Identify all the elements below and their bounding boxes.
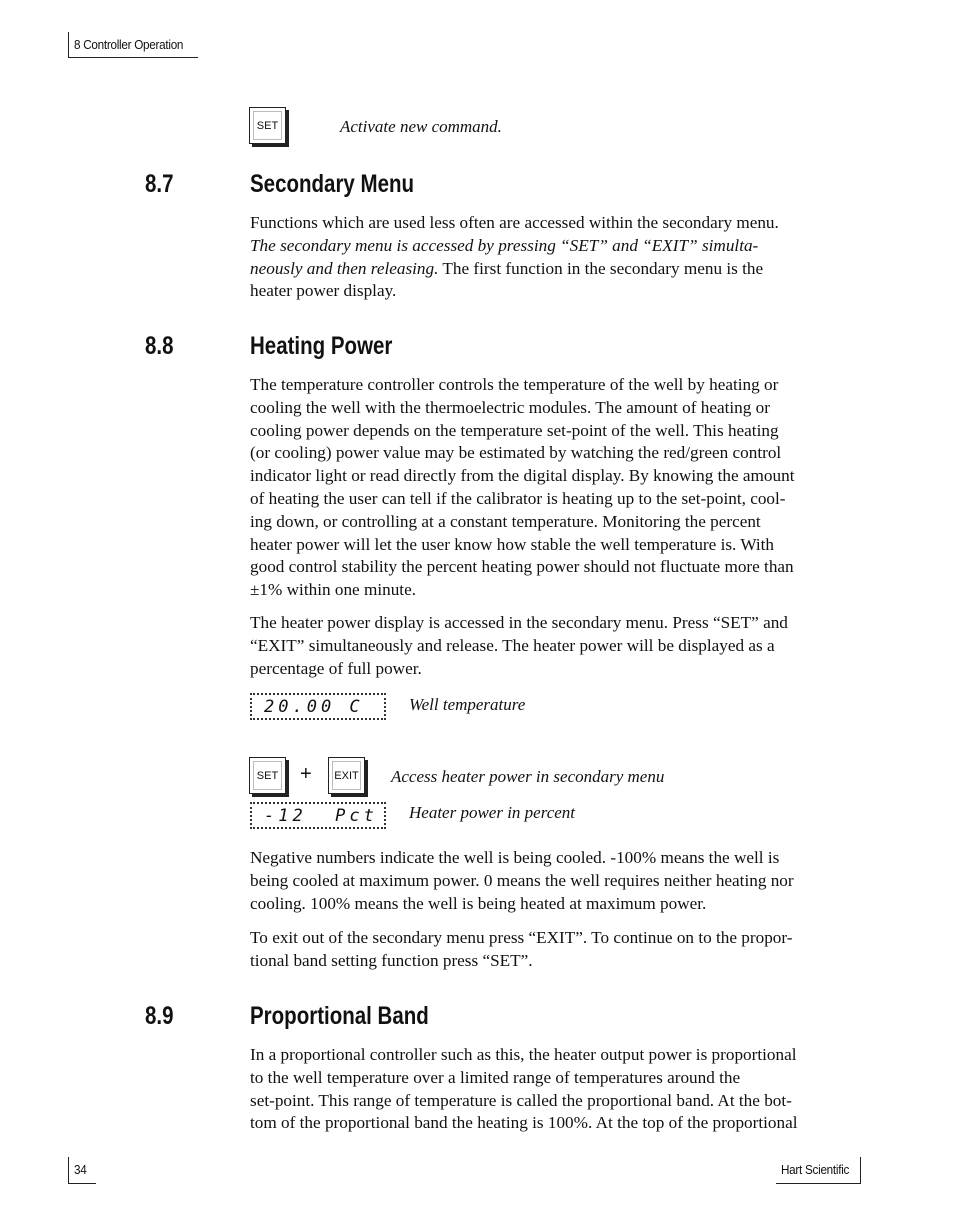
heater-power-caption: Heater power in percent: [409, 803, 576, 822]
text-line: Functions which are used less often are accessed within the secondary menu.: [250, 213, 779, 232]
footer-rule-right-bottom: [776, 1183, 861, 1184]
heating-power-paragraph-4: To exit out of the secondary menu press “EXIT”. To continue on to the propor- tional band setting function press “SET”.: [250, 928, 793, 970]
secondary-menu-paragraph: [250, 212, 866, 303]
set-key-icon: SET: [249, 107, 286, 144]
lcd-display-heater-power: -12 Pct: [250, 802, 386, 829]
section-title-proportional-band: Proportional Band: [250, 1002, 429, 1030]
header-rule: [68, 57, 198, 58]
footer-rule-left-bottom: [68, 1183, 96, 1184]
section-title-secondary-menu: Secondary Menu: [250, 170, 415, 198]
section-number-8-9: 8.9: [145, 1002, 174, 1030]
footer-rule-right: [860, 1157, 861, 1184]
heating-power-paragraph-1: The temperature controller controls the temperature of the well by heating or cooling the well with the thermoelectric modules. The amount of heating or cooling power depends on the temperature set-point of the well. This heating (or cooling) power value may be estimated by watching the red/green control indicator light or read directly from the digital display. By knowing the amount of heating the user can tell if the calibrator is heating up to the set-point, cool- ing down, or controlling at a constant temperature. Monitoring the percent heater power will let the user know how stable the well temperature is. With good control stability the percent heating power should not fluctuate more than ±1% within one minute.: [250, 375, 795, 600]
text-line: heater power display.: [250, 281, 397, 301]
access-heater-power-caption: Access heater power in secondary menu: [391, 767, 665, 786]
exit-key-icon: EXIT: [328, 757, 365, 794]
set-key-caption: Activate new command.: [340, 117, 502, 136]
section-number-8-7: 8.7: [145, 170, 174, 198]
page-number: 34: [74, 1162, 87, 1177]
heating-power-paragraph-3: Negative numbers indicate the well is being cooled. -100% means the well is being cooled at maximum power. 0 means the well requires neither heating nor cooling. 100% means the well is being heated at maximum power.: [250, 848, 794, 913]
text-line: The secondary menu is accessed by pressing “SET” and “EXIT” simulta-: [250, 235, 759, 255]
publisher-name: Hart Scientific: [781, 1162, 850, 1177]
set-key-icon: SET: [249, 757, 286, 794]
proportional-band-paragraph: In a proportional controller such as this, the heater output power is proportional to the well temperature over a limited range of temperatures around the set-point. This range of temperature is called the proportional band. At the bot- tom of the proportional band the heating is 100%. At the top of the proportional: [250, 1045, 798, 1133]
header-rule-left: [68, 32, 69, 58]
text-line: neously and then releasing. The first function in the secondary menu is the: [250, 258, 764, 278]
plus-sign: +: [300, 763, 312, 785]
heating-power-paragraph-2: The heater power display is accessed in the secondary menu. Press “SET” and “EXIT” simultaneously and release. The heater power will be displayed as a percentage of full power.: [250, 613, 788, 678]
well-temperature-caption: Well temperature: [409, 695, 526, 714]
footer-rule-left: [68, 1157, 69, 1184]
running-header: 8 Controller Operation: [74, 37, 184, 52]
section-number-8-8: 8.8: [145, 332, 174, 360]
section-title-heating-power: Heating Power: [250, 332, 393, 360]
lcd-display-well-temperature: 20.00 C: [250, 693, 386, 720]
